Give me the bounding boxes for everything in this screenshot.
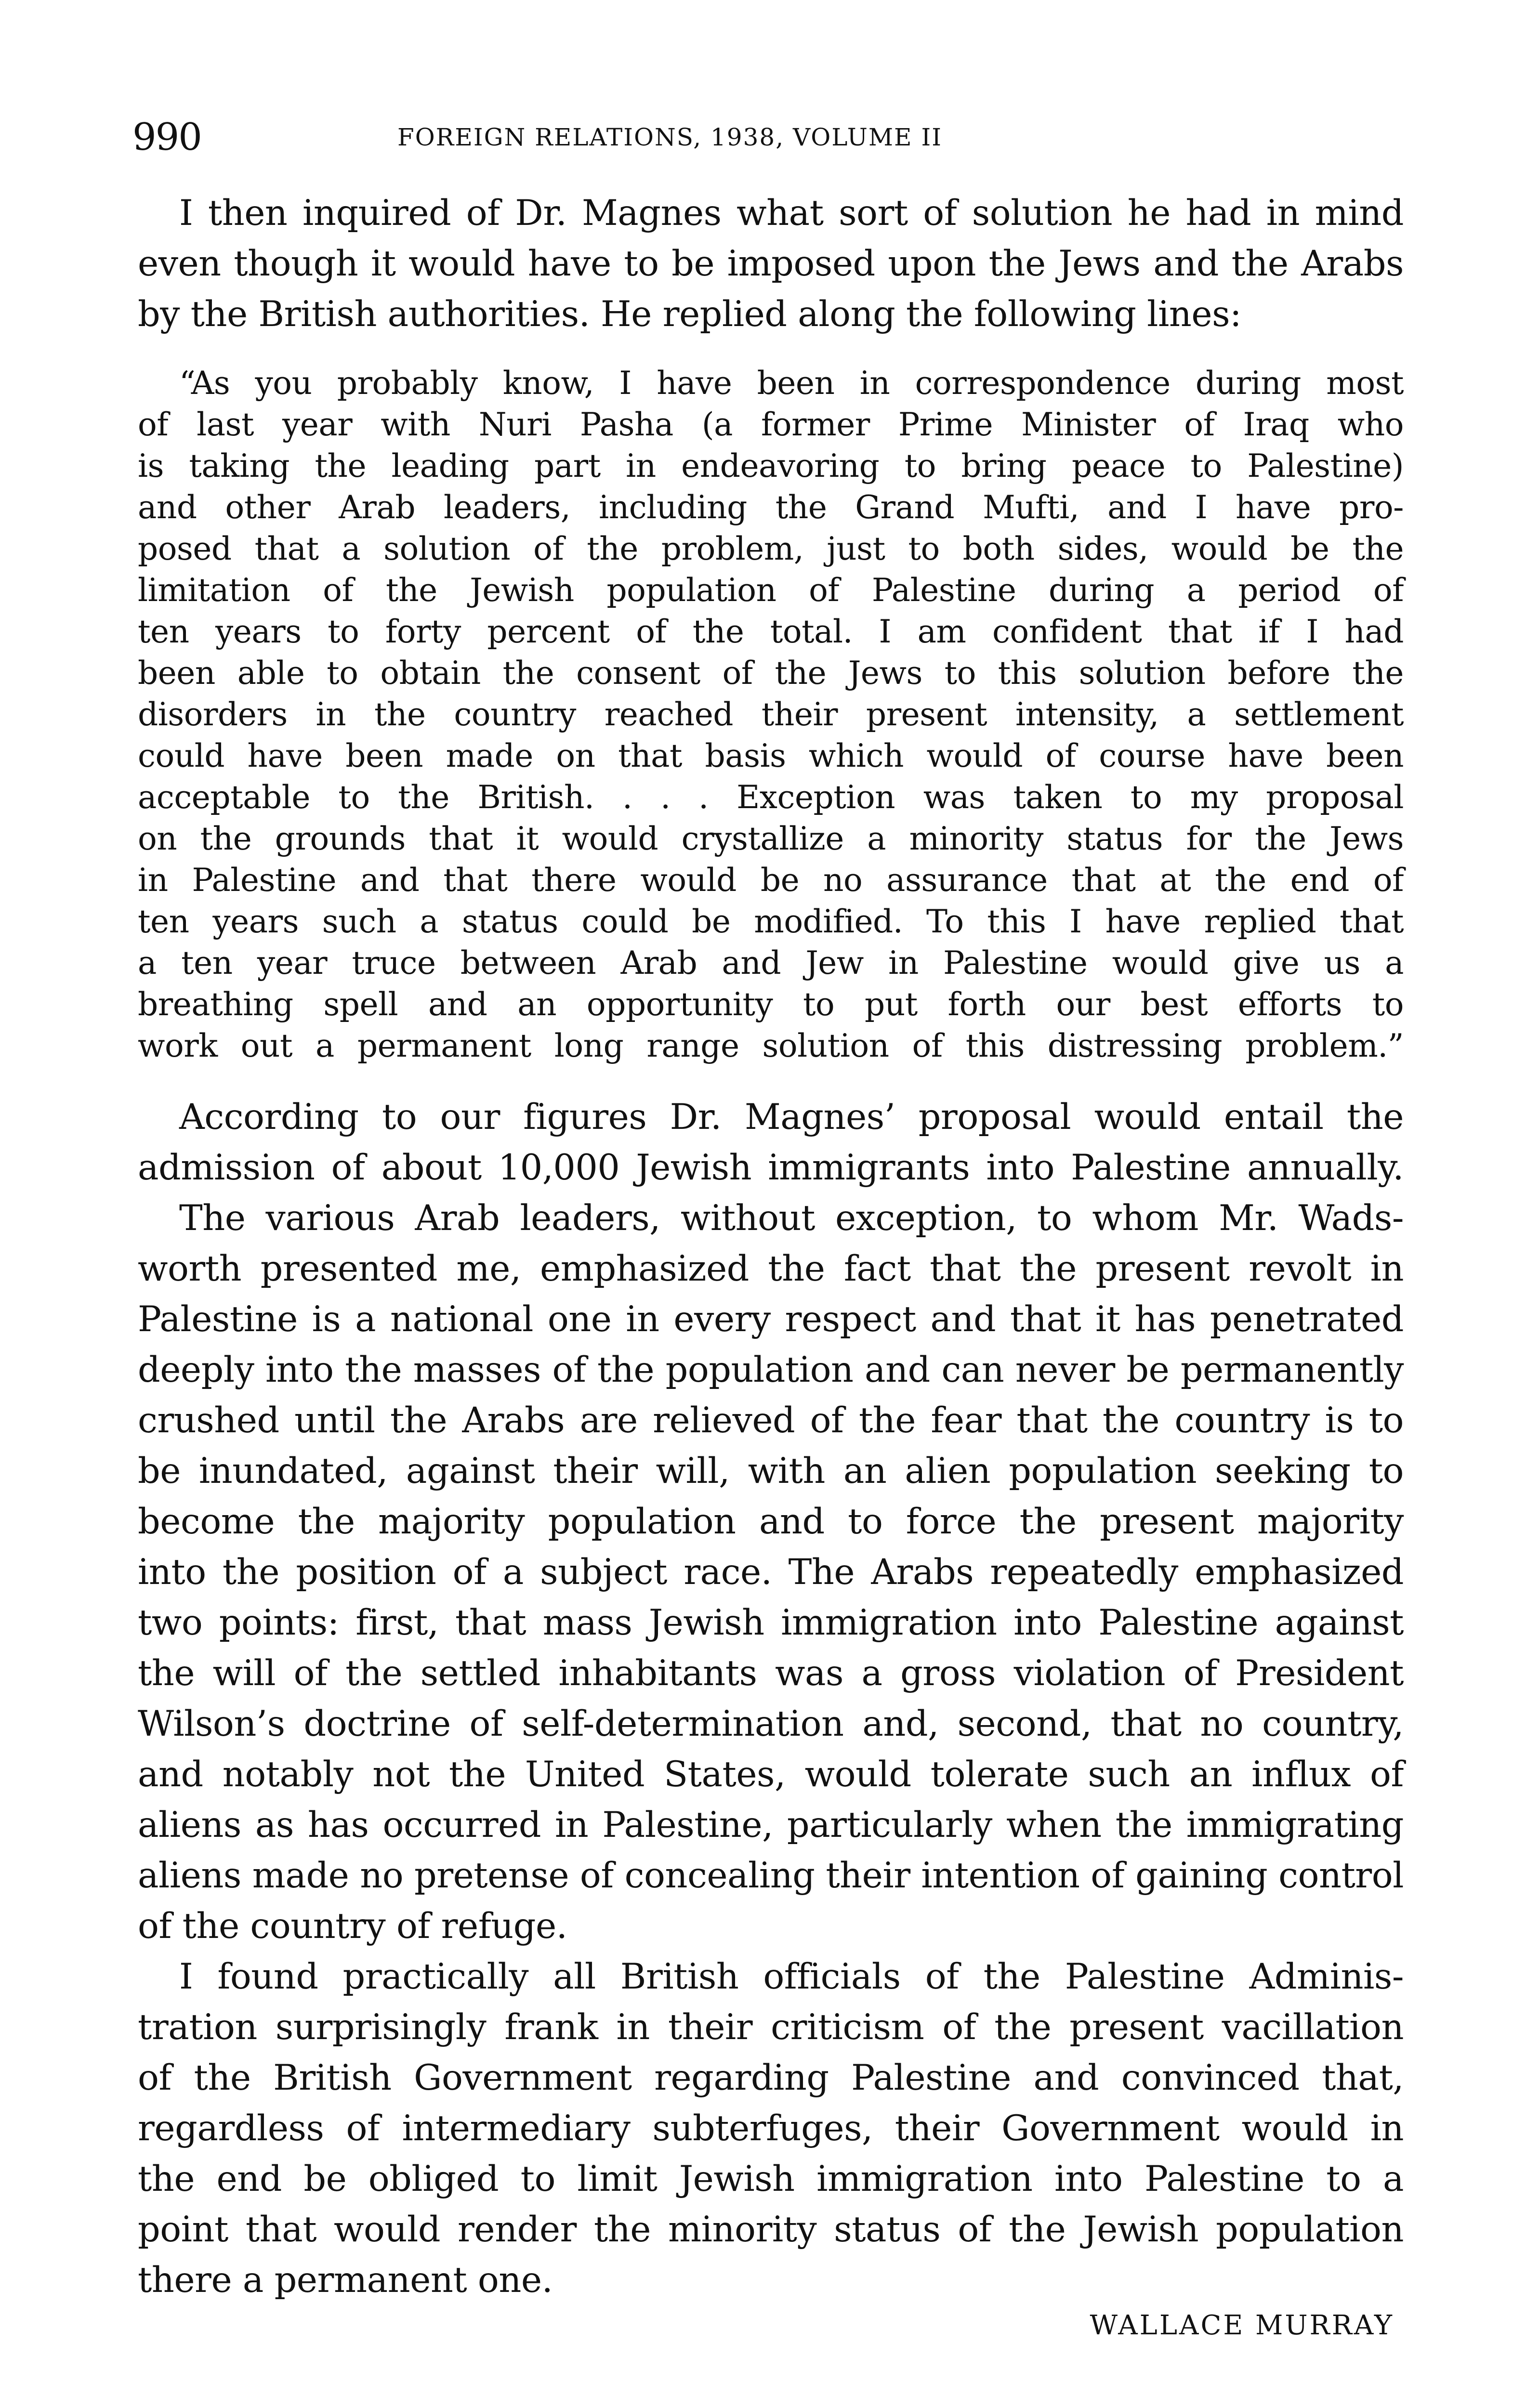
text-line: The various Arab leaders, without exception, to whom Mr. Wads- xyxy=(179,1198,1404,1239)
text-line: point that would render the minority status of the Jewish population xyxy=(138,2209,1404,2250)
quote-line: a ten year truce between Arab and Jew in Palestine would give us a xyxy=(138,944,1404,982)
text-line: worth presented me, emphasized the fact that the present revolt in xyxy=(138,1248,1404,1289)
text-line: be inundated, against their will, with an alien population seeking to xyxy=(138,1451,1404,1492)
quote-line: in Palestine and that there would be no assurance that at the end of xyxy=(138,862,1404,899)
text-line: admission of about 10,000 Jewish immigrants into Palestine annually. xyxy=(138,1147,1404,1188)
text-line: there a permanent one. xyxy=(138,2260,553,2301)
quote-line: work out a permanent long range solution of this distressing problem.” xyxy=(138,1027,1404,1064)
quote-line: limitation of the Jewish population of Palestine during a period of xyxy=(138,572,1404,609)
page-header xyxy=(132,111,1414,164)
signature: WALLACE MURRAY xyxy=(1090,2310,1394,2341)
text-line: even though it would have to be imposed upon the Jews and the Arabs xyxy=(138,243,1404,284)
quote-line: acceptable to the British. . . . Exception was taken to my proposal xyxy=(138,779,1404,816)
text-line: aliens as has occurred in Palestine, particularly when the immigrating xyxy=(138,1805,1404,1845)
quote-line: and other Arab leaders, including the Grand Mufti, and I have pro- xyxy=(138,489,1404,526)
text-line: I found practically all British officials of the Palestine Adminis- xyxy=(179,1956,1404,1997)
quote-line: disorders in the country reached their present intensity, a settlement xyxy=(138,696,1404,733)
paragraph-inquiry xyxy=(138,188,1404,340)
block-quote-magnes xyxy=(138,363,1404,1067)
quote-line: could have been made on that basis which would of course have been xyxy=(138,737,1404,774)
quote-line: is taking the leading part in endeavoring to bring peace to Palestine) xyxy=(138,447,1404,484)
text-line: two points: first, that mass Jewish immigration into Palestine against xyxy=(138,1602,1404,1643)
page-number: 990 xyxy=(132,116,201,159)
text-line: I then inquired of Dr. Magnes what sort of solution he had in mind xyxy=(179,193,1404,234)
quote-line: “As you probably know, I have been in correspondence during most xyxy=(179,365,1404,402)
text-line: aliens made no pretense of concealing their intention of gaining control xyxy=(138,1855,1404,1896)
quote-line: ten years to forty percent of the total. I am confident that if I had xyxy=(138,613,1404,650)
quote-line: ten years such a status could be modified. To this I have replied that xyxy=(138,903,1404,940)
text-line: regardless of intermediary subterfuges, their Government would in xyxy=(138,2108,1404,2149)
quote-line: posed that a solution of the problem, just to both sides, would be the xyxy=(138,530,1404,567)
quote-line: been able to obtain the consent of the Jews to this solution before the xyxy=(138,654,1404,692)
text-line: and notably not the United States, would tolerate such an influx of xyxy=(138,1754,1404,1795)
text-line: deeply into the masses of the population and can never be permanently xyxy=(138,1349,1404,1390)
text-line: tration surprisingly frank in their criticism of the present vacillation xyxy=(138,2007,1404,2048)
text-line: the end be obliged to limit Jewish immigration into Palestine to a xyxy=(138,2159,1404,2199)
quote-line: of last year with Nuri Pasha (a former Prime Minister of Iraq who xyxy=(138,406,1404,443)
text-line: According to our figures Dr. Magnes’ proposal would entail the xyxy=(179,1097,1404,1138)
text-line: Palestine is a national one in every respect and that it has penetrated xyxy=(138,1299,1404,1340)
text-line: Wilson’s doctrine of self-determination and, second, that no country, xyxy=(138,1703,1404,1744)
paragraph-figures xyxy=(138,1092,1404,1193)
paragraph-arab-leaders xyxy=(138,1193,1404,1951)
text-line: by the British authorities. He replied along the following lines: xyxy=(138,294,1242,335)
text-line: of the country of refuge. xyxy=(138,1906,567,1947)
text-line: of the British Government regarding Palestine and convinced that, xyxy=(138,2057,1404,2098)
text-line: become the majority population and to force the present majority xyxy=(138,1501,1404,1542)
text-line: into the position of a subject race. The Arabs repeatedly emphasized xyxy=(138,1552,1404,1593)
text-line: crushed until the Arabs are relieved of the fear that the country is to xyxy=(138,1400,1404,1441)
running-head: FOREIGN RELATIONS, 1938, VOLUME II xyxy=(397,123,942,151)
quote-line: on the grounds that it would crystallize a minority status for the Jews xyxy=(138,820,1404,857)
text-line: the will of the settled inhabitants was a gross violation of President xyxy=(138,1653,1404,1694)
document-body xyxy=(138,188,1404,2350)
quote-line: breathing spell and an opportunity to put forth our best efforts to xyxy=(138,986,1404,1023)
paragraph-british-officials xyxy=(138,1951,1404,2305)
